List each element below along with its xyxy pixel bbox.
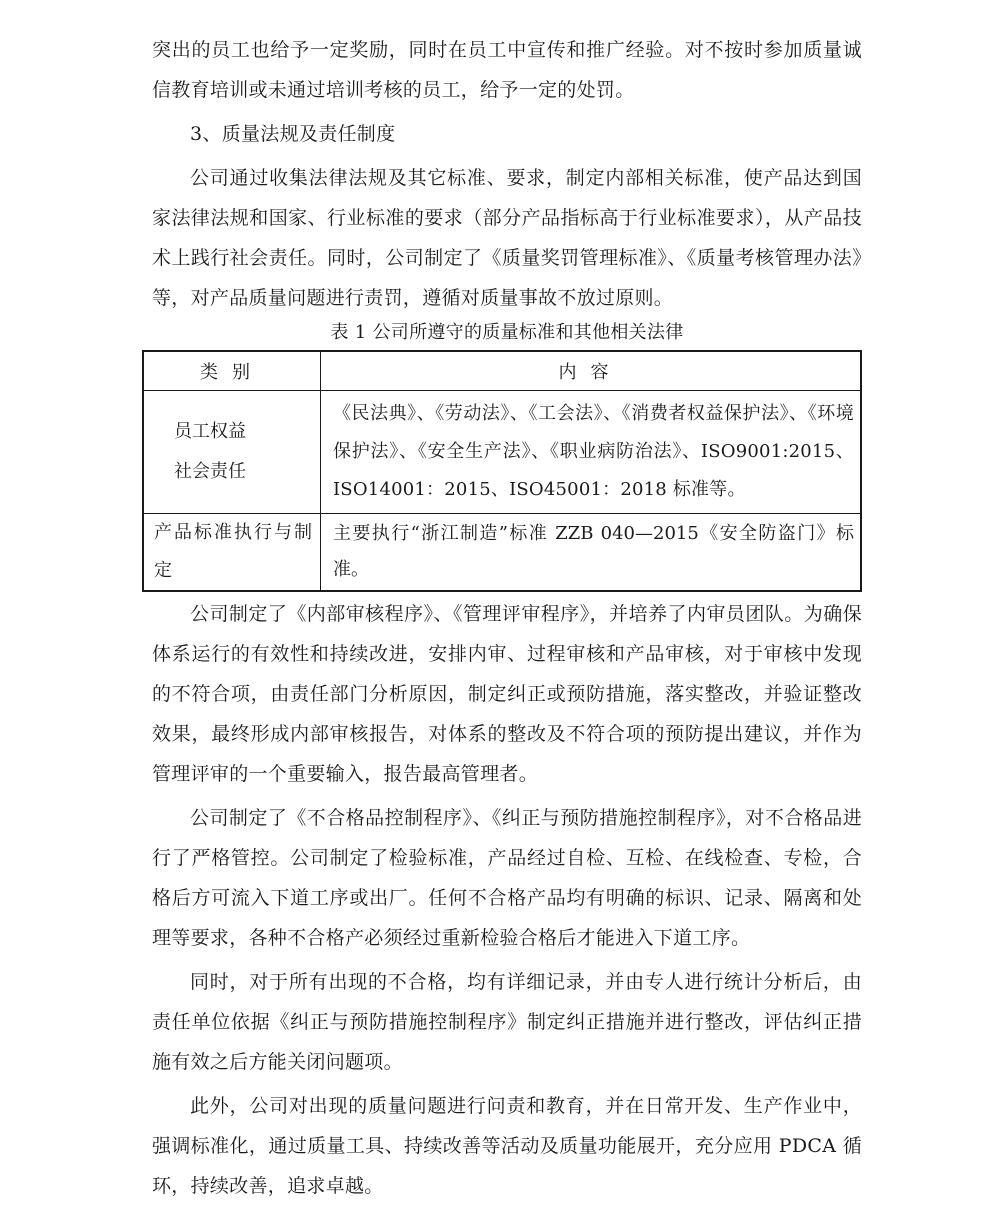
paragraph-intro: 公司通过收集法律法规及其它标准、要求，制定内部相关标准，使产品达到国家法律法规和国家、行业标准的要求（部分产品指标高于行业标准要求），从产品技术上践行社会责任。同时，公司制定了《质量奖罚管理标准》、《质量考核管理办法》等，对产品质量问题进行责罚，遵循对质量事故不放过原则。 (152, 167, 862, 309)
table-caption: 表 1 公司所遵守的质量标准和其他相关法律 (330, 322, 684, 343)
header-content: 内容 (321, 351, 862, 391)
paragraph-continued: 突出的员工也给予一定奖励，同时在员工中宣传和推广经验。对不按时参加质量诚信教育培训或未通过培训考核的员工，给予一定的处罚。 (152, 39, 862, 101)
paragraph-nonconforming: 公司制定了《不合格品控制程序》、《纠正与预防措施控制程序》，对不合格品进行了严格管控。公司制定了检验标准，产品经过自检、互检、在线检查、专检，合格后方可流入下道工序或出厂。任何不合格产品均有明确的标识、记录、隔离和处理等要求，各种不合格产必须经过重新检验合格后才能进入下道工序。 (152, 807, 862, 949)
paragraph-accountability: 此外，公司对出现的质量问题进行问责和教育，并在日常开发、生产作业中，强调标准化，通过质量工具、持续改善等活动及质量功能展开，充分应用 PDCA 循环，持续改善，追求卓越。 (152, 1095, 862, 1197)
header-category: 类别 (143, 351, 321, 391)
table-row (143, 514, 861, 592)
row-category: 产品标准执行与制定 (143, 514, 321, 592)
row-category (143, 391, 321, 514)
row-content: 主要执行“浙江制造”标准 ZZB 040—2015《安全防盗门》标准。 (321, 514, 862, 592)
table-header-row (143, 351, 861, 391)
row-content: 《民法典》、《劳动法》、《工会法》、《消费者权益保护法》、《环境保护法》、《安全生产法》、《职业病防治法》、ISO9001:2015、ISO14001：2015、ISO45001：2018 标准等。 (321, 391, 862, 514)
paragraph-internal-audit: 公司制定了《内部审核程序》、《管理评审程序》，并培养了内审员团队。为确保体系运行的有效性和持续改进，安排内审、过程审核和产品审核，对于审核中发现的不符合项，由责任部门分析原因，制定纠正或预防措施，落实整改，并验证整改效果，最终形成内部审核报告，对体系的整改及不符合项的预防提出建议，并作为管理评审的一个重要输入，报告最高管理者。 (152, 603, 862, 785)
standards-table (142, 350, 862, 592)
paragraph-records: 同时，对于所有出现的不合格，均有详细记录，并由专人进行统计分析后，由责任单位依据《纠正与预防措施控制程序》制定纠正措施并进行整改，评估纠正措施有效之后方能关闭问题项。 (152, 971, 862, 1073)
row-category-line: 社会责任 (174, 461, 246, 482)
table-row (143, 391, 861, 514)
document-page (152, 30, 862, 1206)
section-heading: 3、质量法规及责任制度 (190, 123, 396, 145)
row-category-line: 员工权益 (174, 421, 246, 442)
